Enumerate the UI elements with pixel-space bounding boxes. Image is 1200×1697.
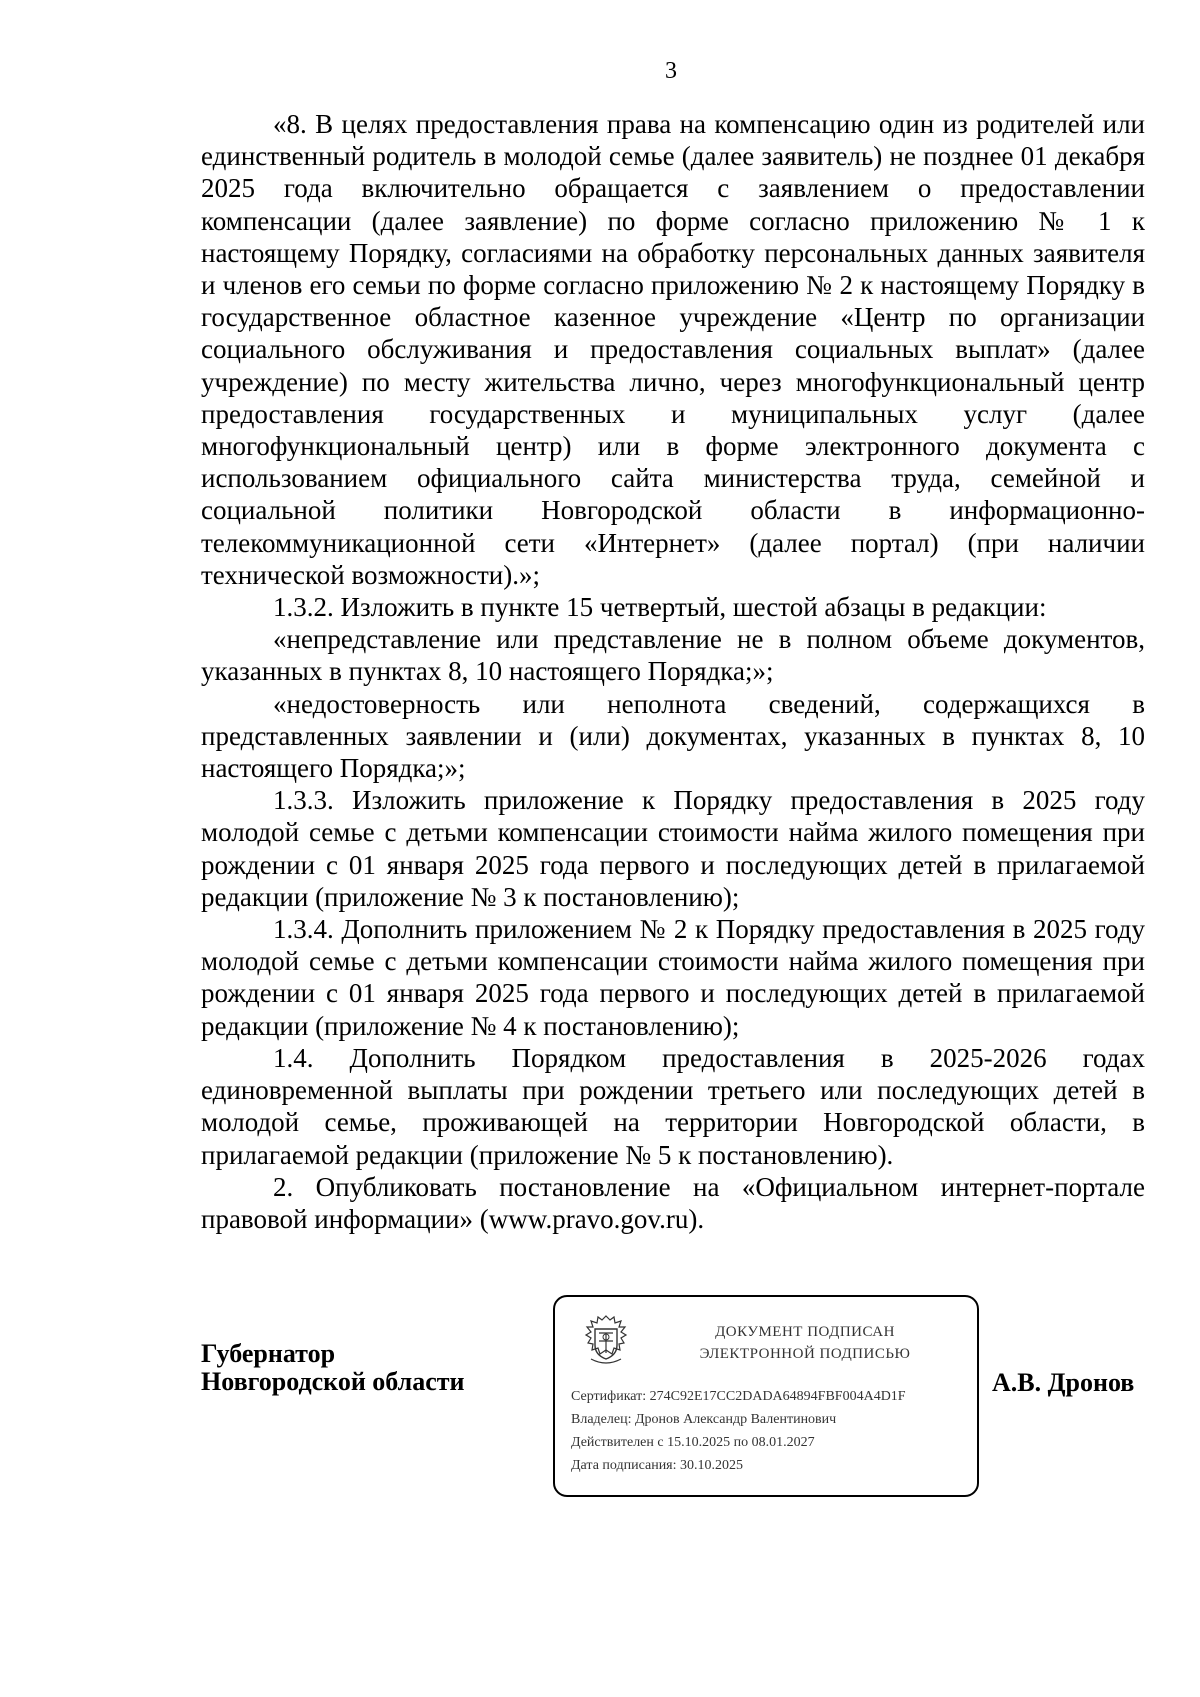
- coat-of-arms-icon: [583, 1315, 629, 1367]
- paragraph-1-3-4: 1.3.4. Дополнить приложением № 2 к Порядку предоставления в 2025 году молодой семье с детьми компенсации стоимости найма жилого помещения при рождении с 01 января 2025 года первого и последующих детей в прилагаемой редакции (приложение № 4 к постановлению);: [201, 914, 1145, 1041]
- signatory-position: [201, 1340, 465, 1396]
- paragraph-2-publish: 2. Опубликовать постановление на «Официальном интернет-портале правовой информации» (www.pravo.gov.ru).: [201, 1171, 1145, 1234]
- stamp-owner: Владелец: Дронов Александр Валентинович: [571, 1412, 837, 1427]
- paragraph-1-3-3: 1.3.3. Изложить приложение к Порядку предоставления в 2025 году молодой семье с детьми компенсации стоимости найма жилого помещения при рождении с 01 января 2025 года первого и последующих детей в прилагаемой редакции (приложение № 3 к постановлению);: [201, 785, 1145, 912]
- paragraph-1-4: 1.4. Дополнить Порядком предоставления в 2025-2026 годах единовременной выплаты при рождении третьего или последующих детей в молодой семье, проживающей на территории Новгородской области, в прилагаемой редакции (приложение № 5 к постановлению).: [201, 1042, 1145, 1170]
- page-number: 3: [665, 58, 677, 84]
- signatory-position-line2: Новгородской области: [201, 1367, 465, 1396]
- stamp-validity: Действителен с 15.10.2025 по 08.01.2027: [571, 1435, 815, 1450]
- paragraph-quote-inaccuracy: «недостоверность или неполнота сведений, содержащихся в представленных заявлении и (или) документах, указанных в пунктах 8, 10 настоящего Порядка;»;: [201, 688, 1145, 784]
- paragraph-item-8: «8. В целях предоставления права на компенсацию один из родителей или единственный родитель в молодой семье (далее заявитель) не позднее 01 декабря 2025 года включительно обращается с заявлением о предоставлении компенсации (далее заявление) по форме согласно приложению № 1 к настоящему Порядку, согласиями на обработку персональных данных заявителя и членов его семьи по форме согласно приложению № 2 к настоящему Порядку в государственное областное казенное учреждение «Центр по организации социального обслуживания и предоставления социальных выплат» (далее учреждение) по месту жительства лично, через многофункциональный центр предоставления государственных и муниципальных услуг (далее многофункциональный центр) или в форме электронного документа с использованием официального сайта министерства труда, семейной и социальной политики Новгородской области в информационно-телекоммуникационной сети «Интернет» (далее портал) (при наличии технической возможности).»;: [201, 109, 1145, 590]
- signatory-position-line1: Губернатор: [201, 1339, 336, 1368]
- stamp-certificate: Сертификат: 274C92E17CC2DADA64894FBF004A4D1F: [571, 1389, 906, 1404]
- signatory-name: А.В. Дронов: [992, 1368, 1135, 1397]
- paragraph-1-3-2: 1.3.2. Изложить в пункте 15 четвертый, шестой абзацы в редакции:: [273, 592, 1047, 623]
- stamp-signed-date: Дата подписания: 30.10.2025: [571, 1458, 744, 1473]
- stamp-title: [645, 1321, 965, 1365]
- stamp-details: [571, 1385, 906, 1477]
- stamp-title-line1: ДОКУМЕНТ ПОДПИСАН: [715, 1324, 895, 1340]
- paragraph-quote-nonsubmission: «непредставление или представление не в полном объеме документов, указанных в пунктах 8, 10 настоящего Порядка;»;: [201, 624, 1145, 687]
- document-body: [201, 108, 1145, 1235]
- electronic-signature-stamp: [553, 1295, 979, 1497]
- stamp-title-line2: ЭЛЕКТРОННОЙ ПОДПИСЬЮ: [699, 1346, 911, 1362]
